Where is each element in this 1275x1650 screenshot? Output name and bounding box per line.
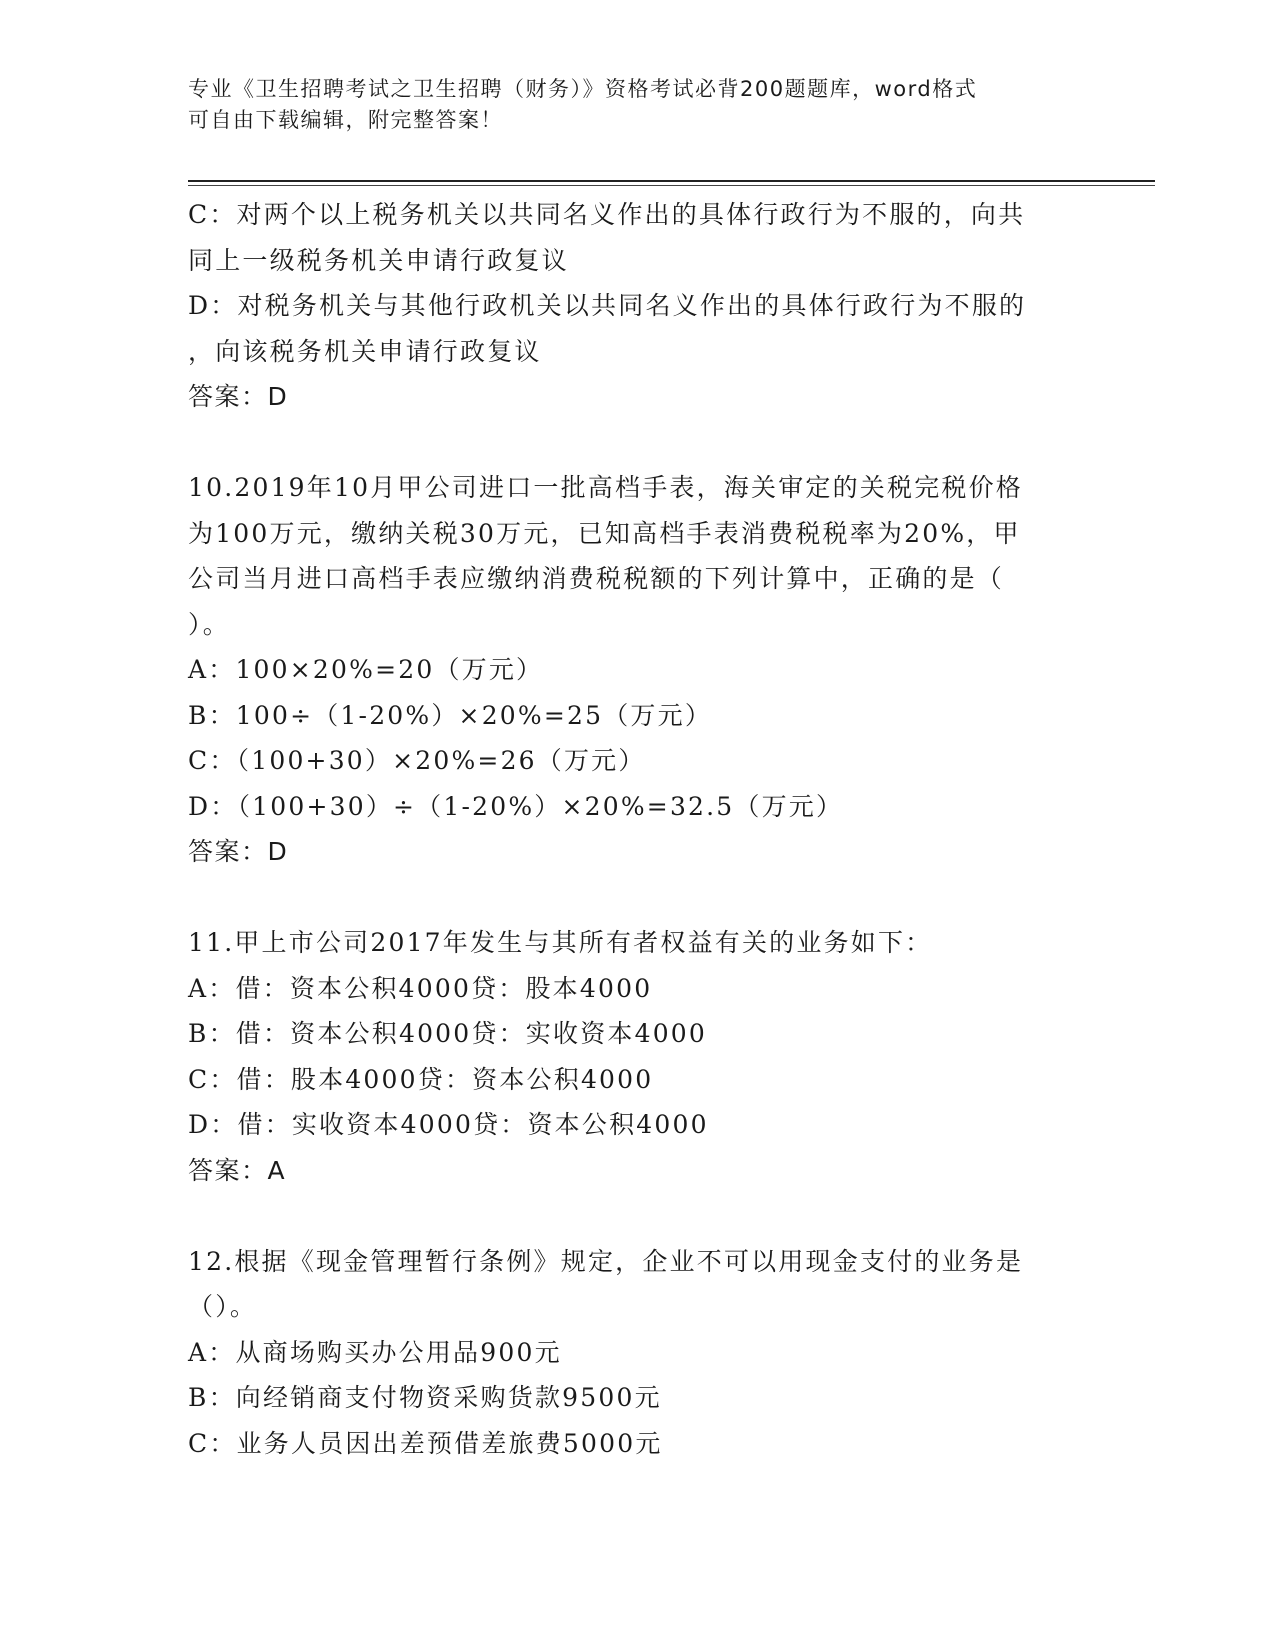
question-text: 10.2019年10月甲公司进口一批高档手表，海关审定的关税完税价格 bbox=[188, 473, 1023, 502]
option-a: A：借：资本公积4000贷：股本4000 bbox=[188, 973, 653, 1003]
question-block bbox=[188, 192, 1078, 420]
text-line: ，向该税务机关申请行政复议 bbox=[188, 336, 542, 366]
answer-line: 答案：A bbox=[188, 1155, 287, 1185]
question-text: 公司当月进口高档手表应缴纳消费税税额的下列计算中，正确的是（ bbox=[188, 564, 1005, 593]
question-text: （）。 bbox=[188, 1292, 258, 1321]
text-line: 同上一级税务机关申请行政复议 bbox=[188, 245, 569, 275]
question-text: 12.根据《现金管理暂行条例》规定，企业不可以用现金支付的业务是 bbox=[188, 1246, 1024, 1276]
option-a: A：100×20%=20（万元） bbox=[188, 655, 544, 684]
question-text: 11.甲上市公司2017年发生与其所有者权益有关的业务如下： bbox=[188, 928, 933, 957]
option-d: D：借：实收资本4000贷：资本公积4000 bbox=[188, 1110, 709, 1139]
question-block bbox=[188, 920, 1078, 1193]
question-block bbox=[188, 465, 1078, 875]
option-d: D：（100+30）÷（1-20%）×20%=32.5（万元） bbox=[188, 791, 844, 821]
answer-line: 答案：D bbox=[188, 382, 289, 411]
question-block bbox=[188, 1239, 1078, 1467]
option-c: C：（100+30）×20%=26（万元） bbox=[188, 746, 646, 775]
option-b: B：借：资本公积4000贷：实收资本4000 bbox=[188, 1019, 708, 1048]
option-c: C：借：股本4000贷：资本公积4000 bbox=[188, 1064, 654, 1094]
header-divider-thick bbox=[188, 180, 1155, 182]
question-text: ）。 bbox=[188, 609, 230, 639]
header-divider-thin bbox=[188, 185, 1155, 186]
header-line-1: 专业《卫生招聘考试之卫生招聘（财务）》资格考试必背200题题库，word格式 bbox=[188, 77, 978, 101]
option-b: B：100÷（1-20%）×20%=25（万元） bbox=[188, 700, 713, 730]
option-b: B：向经销商支付物资采购货款9500元 bbox=[188, 1383, 662, 1412]
header-line-2: 可自由下载编辑，附完整答案！ bbox=[188, 108, 503, 132]
option-c: C：业务人员因出差预借差旅费5000元 bbox=[188, 1428, 663, 1458]
document-header bbox=[188, 74, 1088, 136]
question-text: 为100万元，缴纳关税30万元，已知高档手表消费税税率为20%，甲 bbox=[188, 518, 1021, 548]
document-body bbox=[188, 192, 1078, 1466]
answer-line: 答案：D bbox=[188, 837, 289, 866]
text-line: C：对两个以上税务机关以共同名义作出的具体行政行为不服的，向共 bbox=[188, 200, 1026, 229]
option-a: A：从商场购买办公用品900元 bbox=[188, 1337, 562, 1367]
text-line: D：对税务机关与其他行政机关以共同名义作出的具体行政行为不服的 bbox=[188, 291, 1027, 320]
